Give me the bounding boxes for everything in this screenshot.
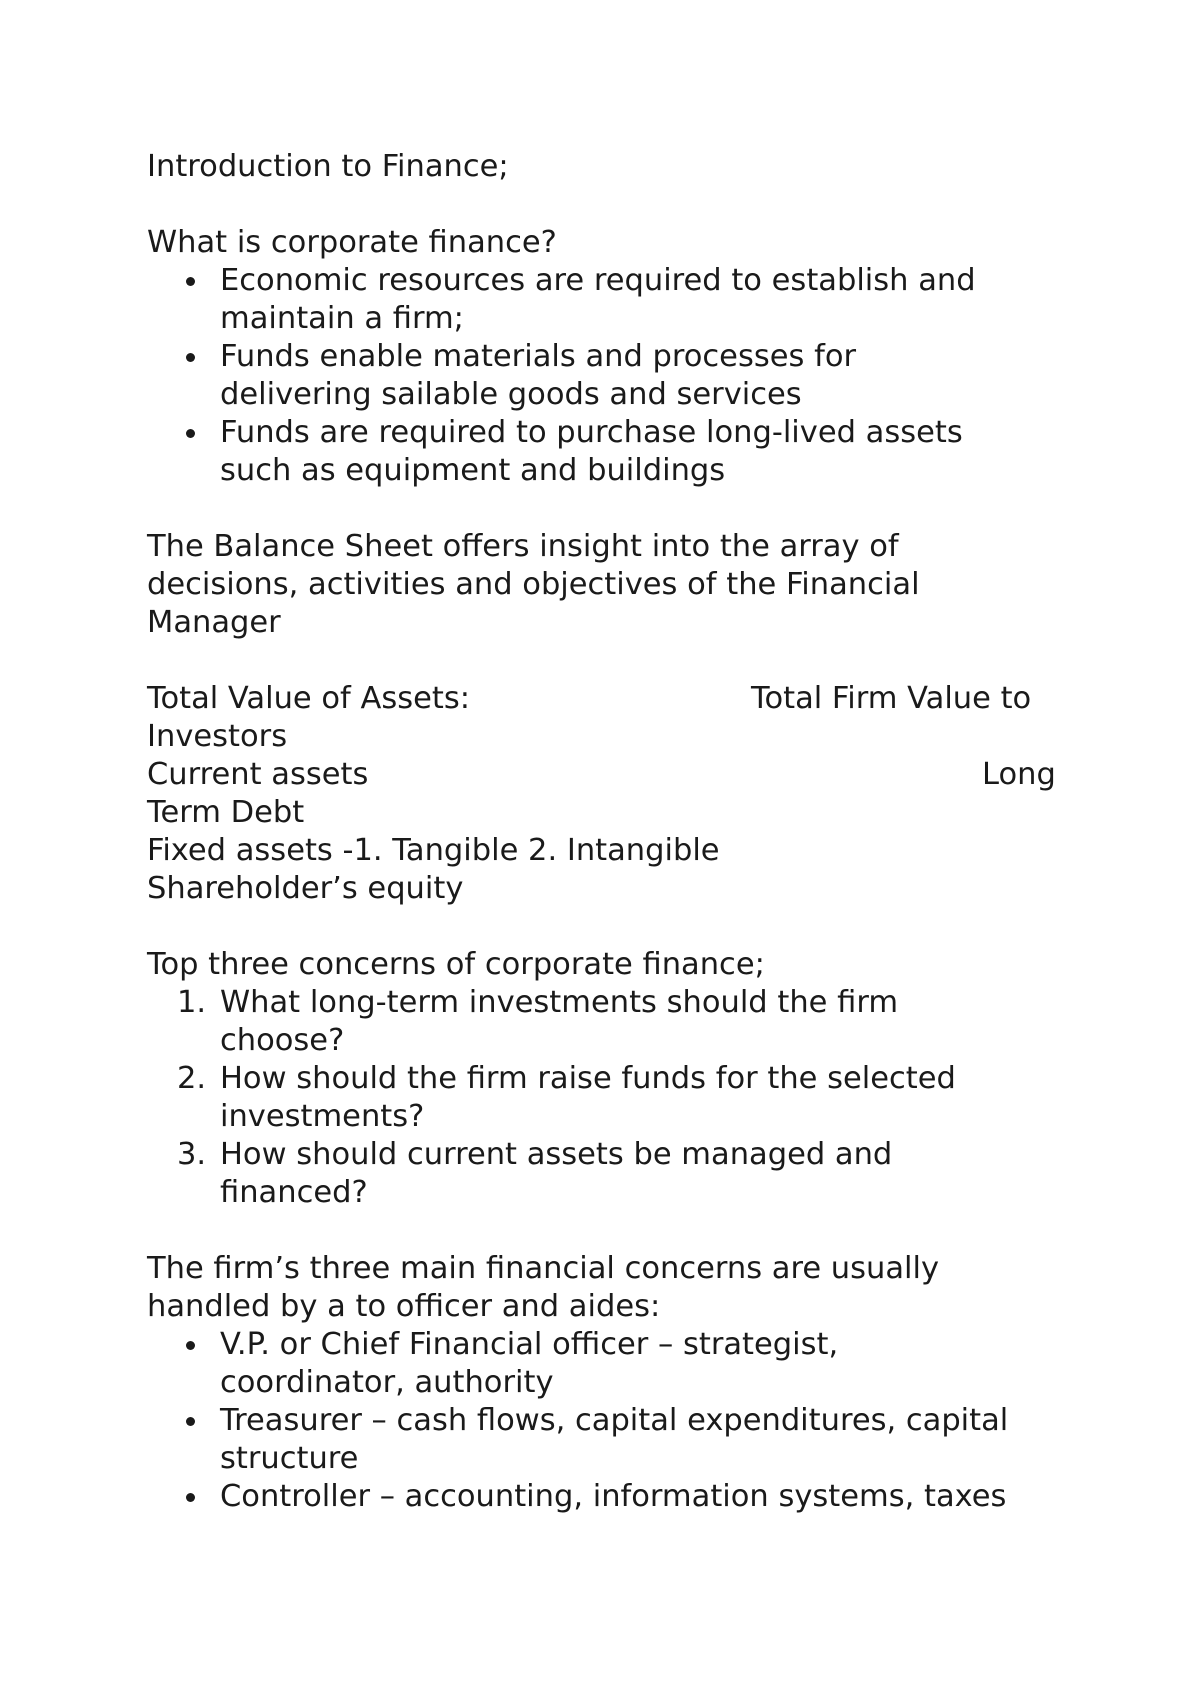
- list-item-text: financed?: [220, 1175, 368, 1210]
- list-item-text: delivering sailable goods and services: [220, 377, 802, 412]
- balance-sheet-line: Term Debt: [147, 795, 305, 830]
- list-item-text: Controller – accounting, information systems, taxes: [220, 1479, 1007, 1514]
- list-number: 3.: [177, 1137, 207, 1172]
- document-title: Introduction to Finance;: [147, 149, 509, 184]
- paragraph-line: decisions, activities and objectives of the Financial: [147, 567, 920, 602]
- spacer: [147, 490, 1067, 528]
- spacer: [147, 1212, 1067, 1250]
- list-item-text: coordinator, authority: [220, 1365, 554, 1400]
- list-item-text: choose?: [220, 1023, 345, 1058]
- bullet-list-officers: [147, 1326, 1067, 1516]
- spacer: [147, 186, 1067, 224]
- section-heading-corporate-finance: What is corporate finance?: [147, 225, 557, 260]
- long-term-debt-label: Long: [982, 757, 1056, 792]
- list-item: [147, 1402, 1067, 1478]
- list-item: [147, 1060, 1067, 1136]
- list-item: [147, 262, 1067, 338]
- list-item-text: What long-term investments should the firm: [220, 985, 899, 1020]
- list-item-text: Economic resources are required to establish and: [220, 263, 976, 298]
- spacer: [147, 908, 1067, 946]
- numbered-list-concerns: [147, 984, 1067, 1212]
- document-page: [147, 148, 1067, 1516]
- bullet-icon: [186, 277, 195, 286]
- list-item-text: V.P. or Chief Financial officer – strategist,: [220, 1327, 839, 1362]
- list-item: [147, 414, 1067, 490]
- balance-sheet-row: [147, 756, 1067, 794]
- bullet-icon: [186, 353, 195, 362]
- bullet-list-resources: [147, 262, 1067, 490]
- paragraph-line: handled by a to officer and aides:: [147, 1289, 661, 1324]
- paragraph-line: The Balance Sheet offers insight into the array of: [147, 529, 899, 564]
- list-item-text: such as equipment and buildings: [220, 453, 726, 488]
- list-item-text: Funds enable materials and processes for: [220, 339, 857, 374]
- list-item-text: How should current assets be managed and: [220, 1137, 893, 1172]
- spacer: [147, 642, 1067, 680]
- bullet-icon: [186, 1493, 195, 1502]
- list-item: [147, 338, 1067, 414]
- list-number: 1.: [177, 985, 207, 1020]
- total-firm-value-label: Total Firm Value to: [751, 681, 1032, 716]
- list-item-text: How should the firm raise funds for the selected: [220, 1061, 956, 1096]
- total-assets-label: Total Value of Assets:: [147, 681, 471, 716]
- list-item: [147, 984, 1067, 1060]
- list-item-text: investments?: [220, 1099, 425, 1134]
- balance-sheet-line: Investors: [147, 719, 288, 754]
- list-item: [147, 1478, 1067, 1516]
- list-item: [147, 1326, 1067, 1402]
- shareholders-equity-label: Shareholder’s equity: [147, 871, 464, 906]
- current-assets-label: Current assets: [147, 757, 369, 792]
- list-number: 2.: [177, 1061, 207, 1096]
- paragraph-line: Manager: [147, 605, 281, 640]
- paragraph-line: The firm’s three main financial concerns are usually: [147, 1251, 940, 1286]
- list-item-text: structure: [220, 1441, 359, 1476]
- list-item-text: maintain a firm;: [220, 301, 464, 336]
- bullet-icon: [186, 429, 195, 438]
- balance-sheet-row: [147, 680, 1067, 718]
- fixed-assets-label: Fixed assets -1. Tangible 2. Intangible: [147, 833, 720, 868]
- list-item-text: Funds are required to purchase long-lived assets: [220, 415, 963, 450]
- list-item: [147, 1136, 1067, 1212]
- section-heading-top-concerns: Top three concerns of corporate finance;: [147, 947, 765, 982]
- bullet-icon: [186, 1341, 195, 1350]
- bullet-icon: [186, 1417, 195, 1426]
- list-item-text: Treasurer – cash flows, capital expenditures, capital: [220, 1403, 1009, 1438]
